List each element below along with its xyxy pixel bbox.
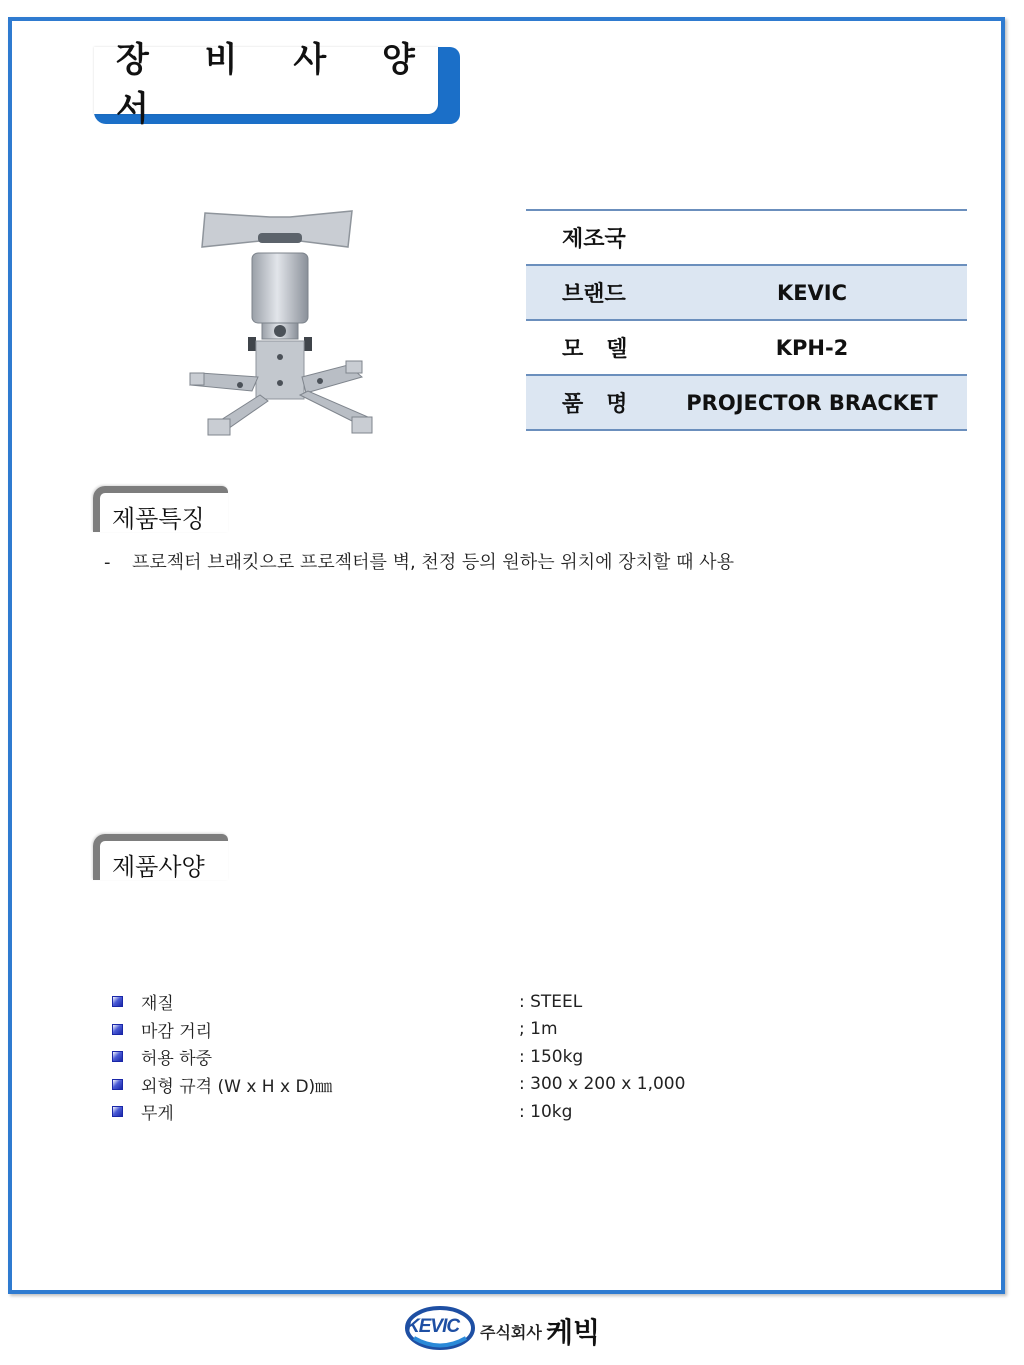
spec-summary-table — [526, 209, 967, 431]
feature-item — [104, 548, 734, 574]
product-image — [180, 205, 380, 440]
spec-label: 무게 — [141, 1104, 174, 1125]
spec-value: : 10kg — [519, 1101, 573, 1122]
list-item — [112, 1098, 752, 1126]
row-value — [676, 210, 967, 265]
row-label: 모 델 — [562, 337, 628, 362]
title-tab — [94, 39, 438, 129]
feature-text: 프로젝터 브래킷으로 프로젝터를 벽, 천정 등의 원하는 위치에 장치할 때 사용 — [132, 552, 734, 573]
logo-wordmark: KEVIC — [406, 1316, 460, 1337]
row-label: 제조국 — [562, 227, 626, 252]
list-item — [112, 1071, 752, 1099]
row-value: PROJECTOR BRACKET — [686, 390, 938, 415]
list-item — [112, 988, 752, 1016]
table-row — [526, 210, 967, 265]
spec-label: 외형 규격 (W x H x D)㎜ — [141, 1076, 333, 1097]
company-prefix: 주식회사 — [480, 1323, 542, 1342]
spec-label: 마감 거리 — [141, 1021, 213, 1042]
spec-value: : 150kg — [519, 1046, 584, 1067]
square-bullet-icon — [112, 1024, 123, 1035]
row-value: KEVIC — [776, 280, 848, 305]
specs-heading: 제품사양 — [112, 853, 205, 881]
spec-value: ; 1m — [519, 1019, 558, 1040]
specs-section-header — [93, 834, 228, 880]
company-logo — [404, 1305, 624, 1355]
spec-list — [112, 988, 752, 1126]
spec-value: : STEEL — [519, 991, 583, 1012]
list-item — [112, 1016, 752, 1044]
square-bullet-icon — [112, 996, 123, 1007]
square-bullet-icon — [112, 1079, 123, 1090]
company-name: 케빅 — [546, 1316, 601, 1349]
table-row — [526, 375, 967, 430]
spec-label: 재질 — [141, 994, 174, 1015]
table-row — [526, 265, 967, 320]
features-section-header — [93, 486, 228, 532]
page-title: 장 비 사 양 서 — [116, 39, 437, 129]
feature-dash: - — [104, 552, 111, 573]
row-label: 브랜드 — [562, 282, 626, 307]
features-heading: 제품특징 — [112, 505, 205, 533]
list-item — [112, 1043, 752, 1071]
table-row — [526, 320, 967, 375]
spec-value: : 300 x 200 x 1,000 — [519, 1074, 686, 1095]
row-value: KPH-2 — [775, 335, 849, 360]
square-bullet-icon — [112, 1106, 123, 1117]
square-bullet-icon — [112, 1051, 123, 1062]
spec-label: 허용 하중 — [141, 1049, 213, 1070]
row-label: 품 명 — [562, 392, 628, 417]
